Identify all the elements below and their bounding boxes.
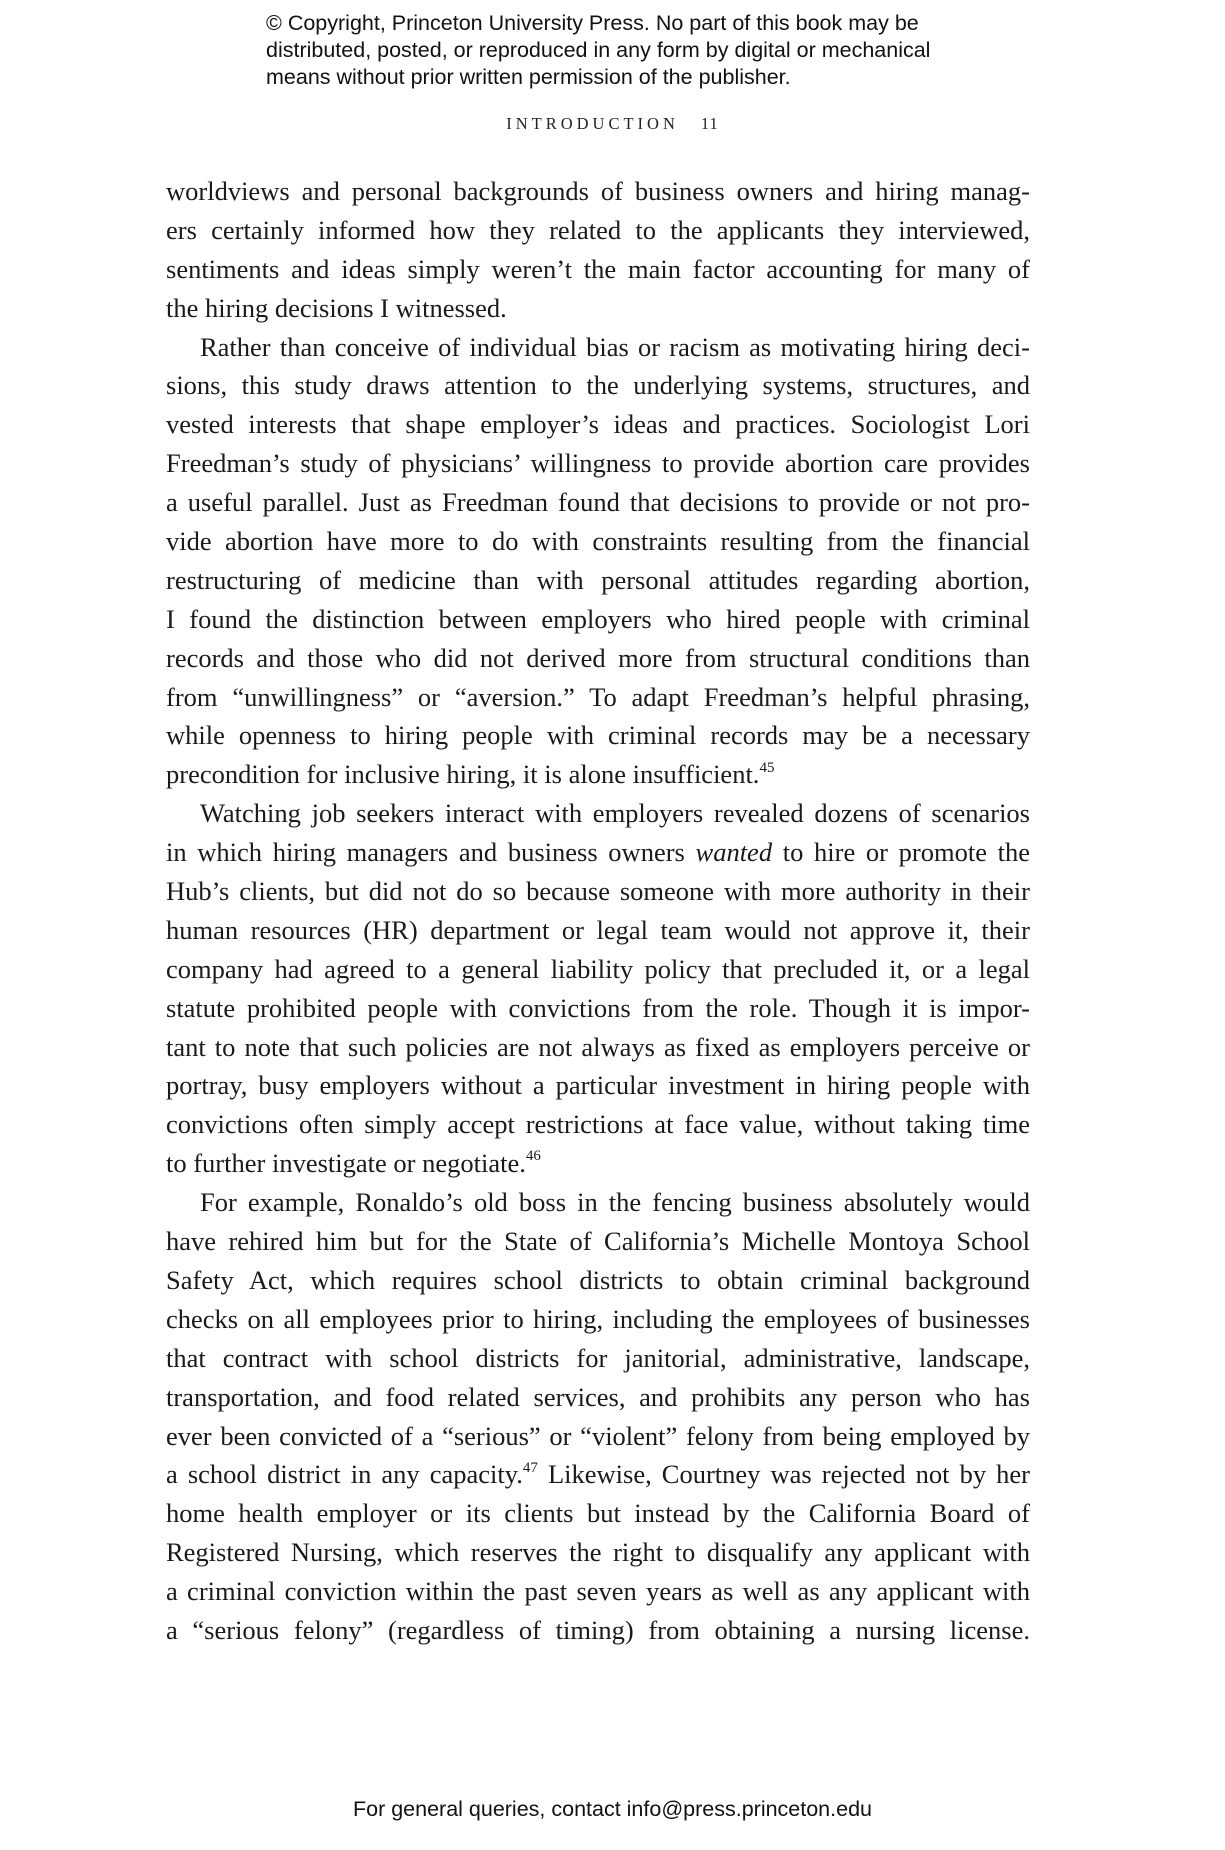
text-line: vide abortion have more to do with constraints resulting from the financial (166, 526, 1030, 557)
text-line: checks on all employees prior to hiring, including the employees of businesses (166, 1303, 1030, 1334)
text-line: sions, this study draws attention to the underlying systems, structures, and (166, 370, 1030, 401)
text-line: ever been convicted of a “serious” or “violent” felony from being employed by (166, 1420, 1030, 1451)
text-line: transportation, and food related services, and prohibits any person who has (166, 1381, 1030, 1412)
copyright-line: means without prior written permission of the publisher. (266, 65, 791, 89)
text-line: Registered Nursing, which reserves the right to disqualify any applicant with (166, 1537, 1030, 1568)
text-line: company had agreed to a general liability policy that precluded it, or a legal (166, 953, 1030, 984)
paragraph (166, 794, 1030, 1183)
text-line: Freedman’s study of physicians’ willingness to provide abortion care provides (166, 448, 1030, 479)
footnote-marker: 45 (759, 759, 775, 776)
paragraph (166, 172, 1030, 328)
footnote-marker: 47 (522, 1459, 538, 1476)
text-line: restructuring of medicine than with personal attitudes regarding abortion, (166, 564, 1030, 595)
text-line: while openness to hiring people with criminal records may be a necessary (166, 720, 1030, 751)
text-line: to further investigate or negotiate.$^{46}$ (166, 1148, 541, 1179)
text-line: worldviews and personal backgrounds of business owners and hiring manag- (166, 176, 1030, 206)
text-line: convictions often simply accept restrictions at face value, without taking time (166, 1109, 1030, 1140)
text-line: have rehired him but for the State of California’s Michelle Montoya School (166, 1226, 1030, 1257)
text-line: Watching job seekers interact with employers revealed dozens of scenarios (200, 798, 1030, 829)
text-line: Rather than conceive of individual bias or racism as motivating hiring deci- (200, 331, 1030, 362)
copyright-line: distributed, posted, or reproduced in any form by digital or mechanical (266, 38, 931, 62)
text-line: tant to note that such policies are not always as fixed as employers perceive or (166, 1031, 1030, 1062)
text-line: a criminal conviction within the past seven years as well as any applicant with (166, 1576, 1030, 1607)
text-line: sentiments and ideas simply weren’t the main factor accounting for many of (166, 253, 1030, 284)
copyright-line: © Copyright, Princeton University Press. No part of this book may be (266, 11, 919, 35)
text-line: Hub’s clients, but did not do so because someone with more authority in their (166, 876, 1030, 907)
text-line: For example, Ronaldo’s old boss in the fencing business absolutely would (200, 1187, 1030, 1218)
text-line: human resources (HR) department or legal team would not approve it, their (166, 914, 1030, 945)
paragraph (166, 328, 1030, 795)
text-line: a useful parallel. Just as Freedman found that decisions to provide or not pro- (166, 487, 1030, 518)
text-line: statute prohibited people with convictions from the role. Though it is impor- (166, 992, 1030, 1023)
text-line: portray, busy employers without a particular investment in hiring people with (166, 1070, 1030, 1101)
text-line: from “unwillingness” or “aversion.” To adapt Freedman’s helpful phrasing, (166, 681, 1030, 712)
page-number: 11 (700, 114, 719, 133)
copyright-notice (266, 10, 1026, 91)
text-line: vested interests that shape employer’s ideas and practices. Sociologist Lori (166, 409, 1030, 440)
text-line: a school district in any capacity.$^{47}$ Likewise, Courtney was rejected not by her (166, 1459, 1030, 1490)
text-line: that contract with school districts for janitorial, administrative, landscape, (166, 1342, 1030, 1373)
text-line: the hiring decisions I witnessed. (166, 292, 507, 323)
running-head-section: INTRODUCTION (506, 114, 679, 133)
text-line: I found the distinction between employers who hired people with criminal (166, 603, 1030, 634)
paragraph (166, 1183, 1030, 1650)
text-line: ers certainly informed how they related to the applicants they interviewed, (166, 214, 1030, 245)
footnote-marker: 46 (525, 1148, 541, 1165)
text-line: Safety Act, which requires school districts to obtain criminal background (166, 1264, 1030, 1295)
text-line: a “serious felony” (regardless of timing) from obtaining a nursing license. (166, 1614, 1030, 1645)
text-line: records and those who did not derived more from structural conditions than (166, 642, 1030, 673)
emphasis: wanted (695, 837, 773, 868)
text-line: precondition for inclusive hiring, it is alone insufficient.$^{45}$ (166, 759, 775, 790)
body-text (166, 172, 1030, 1650)
footer-contact: For general queries, contact info@press.princeton.edu (352, 1797, 872, 1821)
text-line: in which hiring managers and business owners wanted to hire or promote the (166, 837, 1030, 868)
text-line: home health employer or its clients but instead by the California Board of (166, 1498, 1030, 1529)
running-head (0, 114, 1225, 134)
